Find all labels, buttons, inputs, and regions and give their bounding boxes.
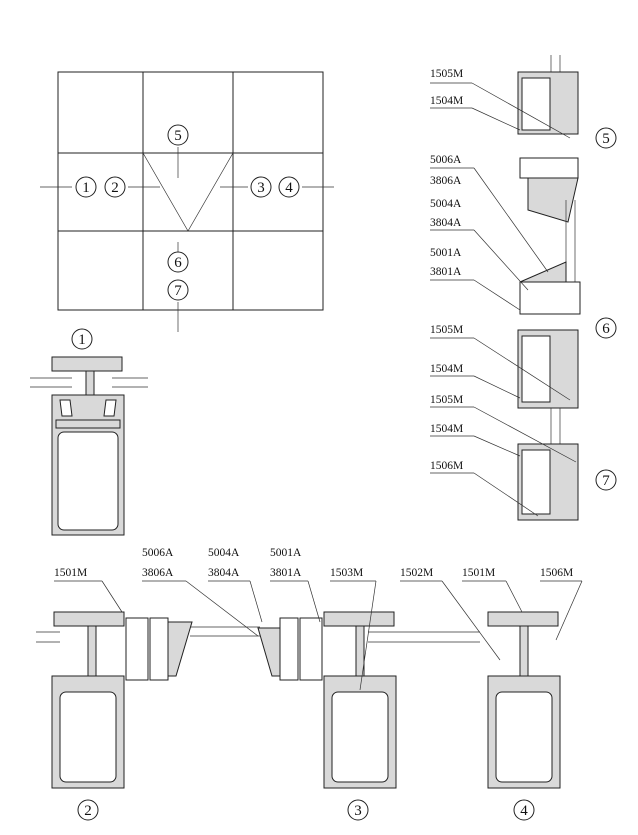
label-5001A-b: 5001A: [270, 547, 302, 559]
svg-text:1: 1: [82, 180, 90, 196]
elevation-grid: [40, 72, 334, 332]
svg-text:1: 1: [78, 332, 86, 348]
label-3806A-r: 3806A: [430, 175, 462, 187]
label-3804A-b: 3804A: [208, 567, 240, 579]
label-1506M-r: 1506M: [430, 460, 464, 472]
callout-6-section: [596, 318, 616, 338]
svg-text:6: 6: [602, 321, 610, 337]
section-1-mullion: [30, 329, 148, 535]
svg-text:4: 4: [520, 803, 528, 819]
svg-text:5: 5: [174, 128, 182, 144]
label-1504M-r3: 1504M: [430, 423, 464, 435]
label-5006A-b: 5006A: [142, 547, 174, 559]
callout-5-elev: [168, 125, 188, 145]
label-1506M-b: 1506M: [540, 567, 574, 579]
label-1505M-r1: 1505M: [430, 68, 464, 80]
callout-1-elev: [76, 177, 96, 197]
callout-3-elev: [251, 177, 271, 197]
svg-text:3: 3: [354, 803, 362, 819]
svg-text:3: 3: [257, 180, 265, 196]
bottom-labels: [54, 547, 573, 579]
callout-7-section: [596, 470, 616, 490]
label-3806A-b: 3806A: [142, 567, 174, 579]
label-1504M-r2: 1504M: [430, 363, 464, 375]
callout-4-section: [514, 800, 534, 820]
label-3804A-r: 3804A: [430, 217, 462, 229]
callout-5-section: [596, 128, 616, 148]
svg-text:2: 2: [111, 180, 119, 196]
svg-text:5: 5: [602, 131, 610, 147]
label-5006A-r: 5006A: [430, 154, 462, 166]
label-3801A-b: 3801A: [270, 567, 302, 579]
label-3801A-r: 3801A: [430, 266, 462, 278]
callout-3-section: [348, 800, 368, 820]
label-5001A-r: 5001A: [430, 247, 462, 259]
callout-2-section: [78, 800, 98, 820]
callout-4-elev: [279, 177, 299, 197]
svg-text:4: 4: [285, 180, 293, 196]
right-labels: [430, 68, 463, 472]
svg-text:2: 2: [84, 803, 92, 819]
label-1505M-r2: 1505M: [430, 324, 464, 336]
label-1505M-r3: 1505M: [430, 394, 464, 406]
label-1501M-b: 1501M: [462, 567, 496, 579]
label-1502M: 1502M: [400, 567, 434, 579]
svg-text:7: 7: [602, 473, 610, 489]
callout-7-elev: [168, 280, 188, 300]
svg-text:6: 6: [174, 255, 182, 271]
svg-text:7: 7: [174, 283, 182, 299]
callout-6-elev: [168, 252, 188, 272]
label-1503M: 1503M: [330, 567, 364, 579]
callout-2-elev: [105, 177, 125, 197]
label-5004A-r: 5004A: [430, 198, 462, 210]
section-bottom: [36, 581, 582, 788]
label-5004A-b: 5004A: [208, 547, 240, 559]
label-1501M-a: 1501M: [54, 567, 88, 579]
label-1504M-r1: 1504M: [430, 95, 464, 107]
section-right: [430, 55, 580, 520]
